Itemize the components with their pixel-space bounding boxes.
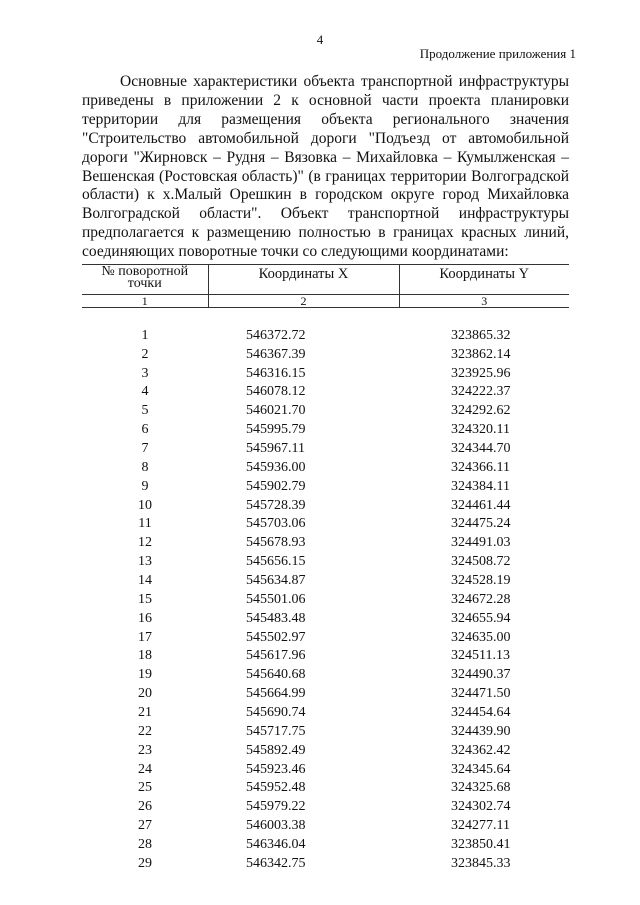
coordinate-x-cell: 545690.74 [246, 705, 306, 721]
coordinate-y-cell: 324461.44 [451, 497, 511, 513]
table-row [82, 742, 569, 761]
point-number-cell: 3 [141, 365, 149, 381]
point-number-cell: 22 [138, 723, 152, 739]
coordinate-y-cell: 324222.37 [451, 384, 511, 400]
coordinate-y-cell: 324475.24 [451, 516, 511, 532]
coordinate-y-cell: 324325.68 [451, 780, 511, 796]
coordinate-y-cell: 324508.72 [451, 554, 511, 570]
coordinate-y-cell: 324490.37 [451, 667, 511, 683]
coordinate-x-cell: 546342.75 [246, 855, 306, 871]
coordinate-y-cell: 324491.03 [451, 535, 511, 551]
table-body [82, 308, 569, 874]
table-row [82, 497, 569, 516]
appendix-continuation-label: Продолжение приложения 1 [419, 46, 576, 61]
coordinate-x-cell: 545979.22 [246, 799, 306, 815]
coordinate-y-cell: 324277.11 [451, 818, 510, 834]
table-row [82, 779, 569, 798]
coordinate-x-cell: 546372.72 [246, 327, 306, 343]
table-row [82, 685, 569, 704]
table-row [82, 421, 569, 440]
point-number-cell: 12 [138, 535, 152, 551]
point-number-cell: 27 [138, 818, 152, 834]
table-row [82, 610, 569, 629]
table-row [82, 761, 569, 780]
page-number: 4 [316, 32, 324, 47]
coordinate-y-cell: 324320.11 [451, 422, 510, 438]
table-row [82, 534, 569, 553]
coordinate-y-cell: 324471.50 [451, 686, 511, 702]
column-number-3: 3 [399, 295, 569, 308]
coordinate-x-cell: 546346.04 [246, 837, 306, 853]
coordinate-x-cell: 545703.06 [246, 516, 306, 532]
table-row [82, 515, 569, 534]
point-number-cell: 1 [141, 327, 149, 343]
table-row [82, 459, 569, 478]
coordinate-y-cell: 324655.94 [451, 610, 511, 626]
coordinate-x-cell: 545902.79 [246, 478, 306, 494]
table-row [82, 553, 569, 572]
coordinate-y-cell: 324454.64 [451, 705, 511, 721]
table-row [82, 817, 569, 836]
coordinate-y-cell: 324362.42 [451, 742, 511, 758]
column-number-row [82, 295, 569, 308]
coordinate-y-cell: 324511.13 [451, 648, 510, 664]
coordinate-x-cell: 545483.48 [246, 610, 306, 626]
point-number-cell: 19 [138, 667, 152, 683]
point-number-cell: 24 [138, 761, 152, 777]
table-header-row [82, 265, 569, 295]
coordinate-x-cell: 546316.15 [246, 365, 306, 381]
point-number-cell: 13 [138, 554, 152, 570]
point-number-cell: 10 [138, 497, 152, 513]
point-number-cell: 21 [138, 705, 152, 721]
coordinate-y-cell: 323862.14 [451, 346, 511, 362]
table-row [82, 666, 569, 685]
table-row [82, 478, 569, 497]
point-number-cell: 26 [138, 799, 152, 815]
coordinate-x-cell: 545502.97 [246, 629, 306, 645]
table-row [82, 836, 569, 855]
coordinate-x-cell: 545995.79 [246, 422, 306, 438]
point-number-cell: 7 [141, 441, 149, 457]
point-number-cell: 2 [141, 346, 149, 362]
coordinate-x-cell: 545717.75 [246, 723, 306, 739]
coordinate-x-cell: 545967.11 [246, 441, 305, 457]
point-number-cell: 16 [138, 610, 152, 626]
coordinate-x-cell: 545892.49 [246, 742, 306, 758]
coordinate-y-cell: 324672.28 [451, 591, 511, 607]
table-row [82, 798, 569, 817]
header-coordinate-y: Координаты Y [399, 265, 569, 295]
coordinate-x-cell: 545634.87 [246, 573, 306, 589]
point-number-cell: 9 [141, 478, 149, 494]
coordinate-y-cell: 323850.41 [451, 837, 511, 853]
table-row [82, 383, 569, 402]
point-number-cell: 8 [141, 459, 149, 475]
coordinate-y-cell: 324345.64 [451, 761, 511, 777]
coordinate-y-cell: 323845.33 [451, 855, 511, 871]
point-number-cell: 18 [138, 648, 152, 664]
table-row [82, 440, 569, 459]
coordinate-x-cell: 545617.96 [246, 648, 306, 664]
coordinate-x-cell: 545936.00 [246, 459, 306, 475]
point-number-cell: 15 [138, 591, 152, 607]
coordinate-x-cell: 546078.12 [246, 384, 306, 400]
coordinate-y-cell: 324292.62 [451, 403, 511, 419]
table-row [82, 591, 569, 610]
point-number-cell: 23 [138, 742, 152, 758]
coordinate-x-cell: 545656.15 [246, 554, 306, 570]
table-row [82, 327, 569, 346]
header-coordinate-x: Координаты X [208, 265, 399, 295]
table-row [82, 704, 569, 723]
coordinate-x-cell: 545678.93 [246, 535, 306, 551]
coordinate-y-cell: 324528.19 [451, 573, 511, 589]
table-row [82, 629, 569, 648]
point-number-cell: 4 [141, 384, 149, 400]
coordinate-y-cell: 324366.11 [451, 459, 510, 475]
table-row [82, 647, 569, 666]
column-number-2: 2 [208, 295, 399, 308]
column-number-1: 1 [82, 295, 208, 308]
point-number-cell: 28 [138, 837, 152, 853]
point-number-cell: 25 [138, 780, 152, 796]
coordinate-x-cell: 545923.46 [246, 761, 306, 777]
point-number-cell: 6 [141, 422, 149, 438]
coordinate-x-cell: 546021.70 [246, 403, 306, 419]
coordinate-y-cell: 323925.96 [451, 365, 511, 381]
table-row [82, 346, 569, 365]
point-number-cell: 20 [138, 686, 152, 702]
point-number-cell: 11 [138, 516, 152, 532]
coordinate-x-cell: 545664.99 [246, 686, 306, 702]
coordinate-y-cell: 324635.00 [451, 629, 511, 645]
table-row [82, 572, 569, 591]
coordinate-y-cell: 324302.74 [451, 799, 511, 815]
header-point-number: № поворотной точки [82, 265, 208, 295]
coordinate-x-cell: 545952.48 [246, 780, 306, 796]
point-number-cell: 5 [141, 403, 149, 419]
table-spacer [82, 308, 569, 327]
table-row [82, 723, 569, 742]
point-number-cell: 29 [138, 855, 152, 871]
coordinate-x-cell: 546003.38 [246, 818, 306, 834]
coordinate-y-cell: 323865.32 [451, 327, 511, 343]
coordinate-y-cell: 324439.90 [451, 723, 511, 739]
coordinate-y-cell: 324344.70 [451, 441, 511, 457]
point-number-cell: 17 [138, 629, 152, 645]
coordinate-y-cell: 324384.11 [451, 478, 510, 494]
coordinate-x-cell: 546367.39 [246, 346, 306, 362]
table-row [82, 365, 569, 384]
coordinate-x-cell: 545640.68 [246, 667, 306, 683]
coordinate-x-cell: 545501.06 [246, 591, 306, 607]
table-row [82, 855, 569, 874]
intro-paragraph: Основные характеристики объекта транспортной инфраструктуры приведены в приложении 2 к основной части проекта планировки территории для размещения объекта регионального значения "Строительство автомобильной дороги "Подъезд от автомобильной дороги "Жирновск – Рудня – Вязовка – Михайловка – Кумылженская – Вешенская (Ростовская область)" (в границах территории Волгоградской области) к х.Малый Орешкин в городском округе город Михайловка Волгоградской области". Объект транспортной инфраструктуры предполагается к размещению полностью в границах красных линий, соединяющих поворотные точки со следующими координатами: [82, 73, 569, 261]
coordinate-x-cell: 545728.39 [246, 497, 306, 513]
coordinates-table [82, 264, 569, 874]
table-row [82, 402, 569, 421]
point-number-cell: 14 [138, 573, 152, 589]
